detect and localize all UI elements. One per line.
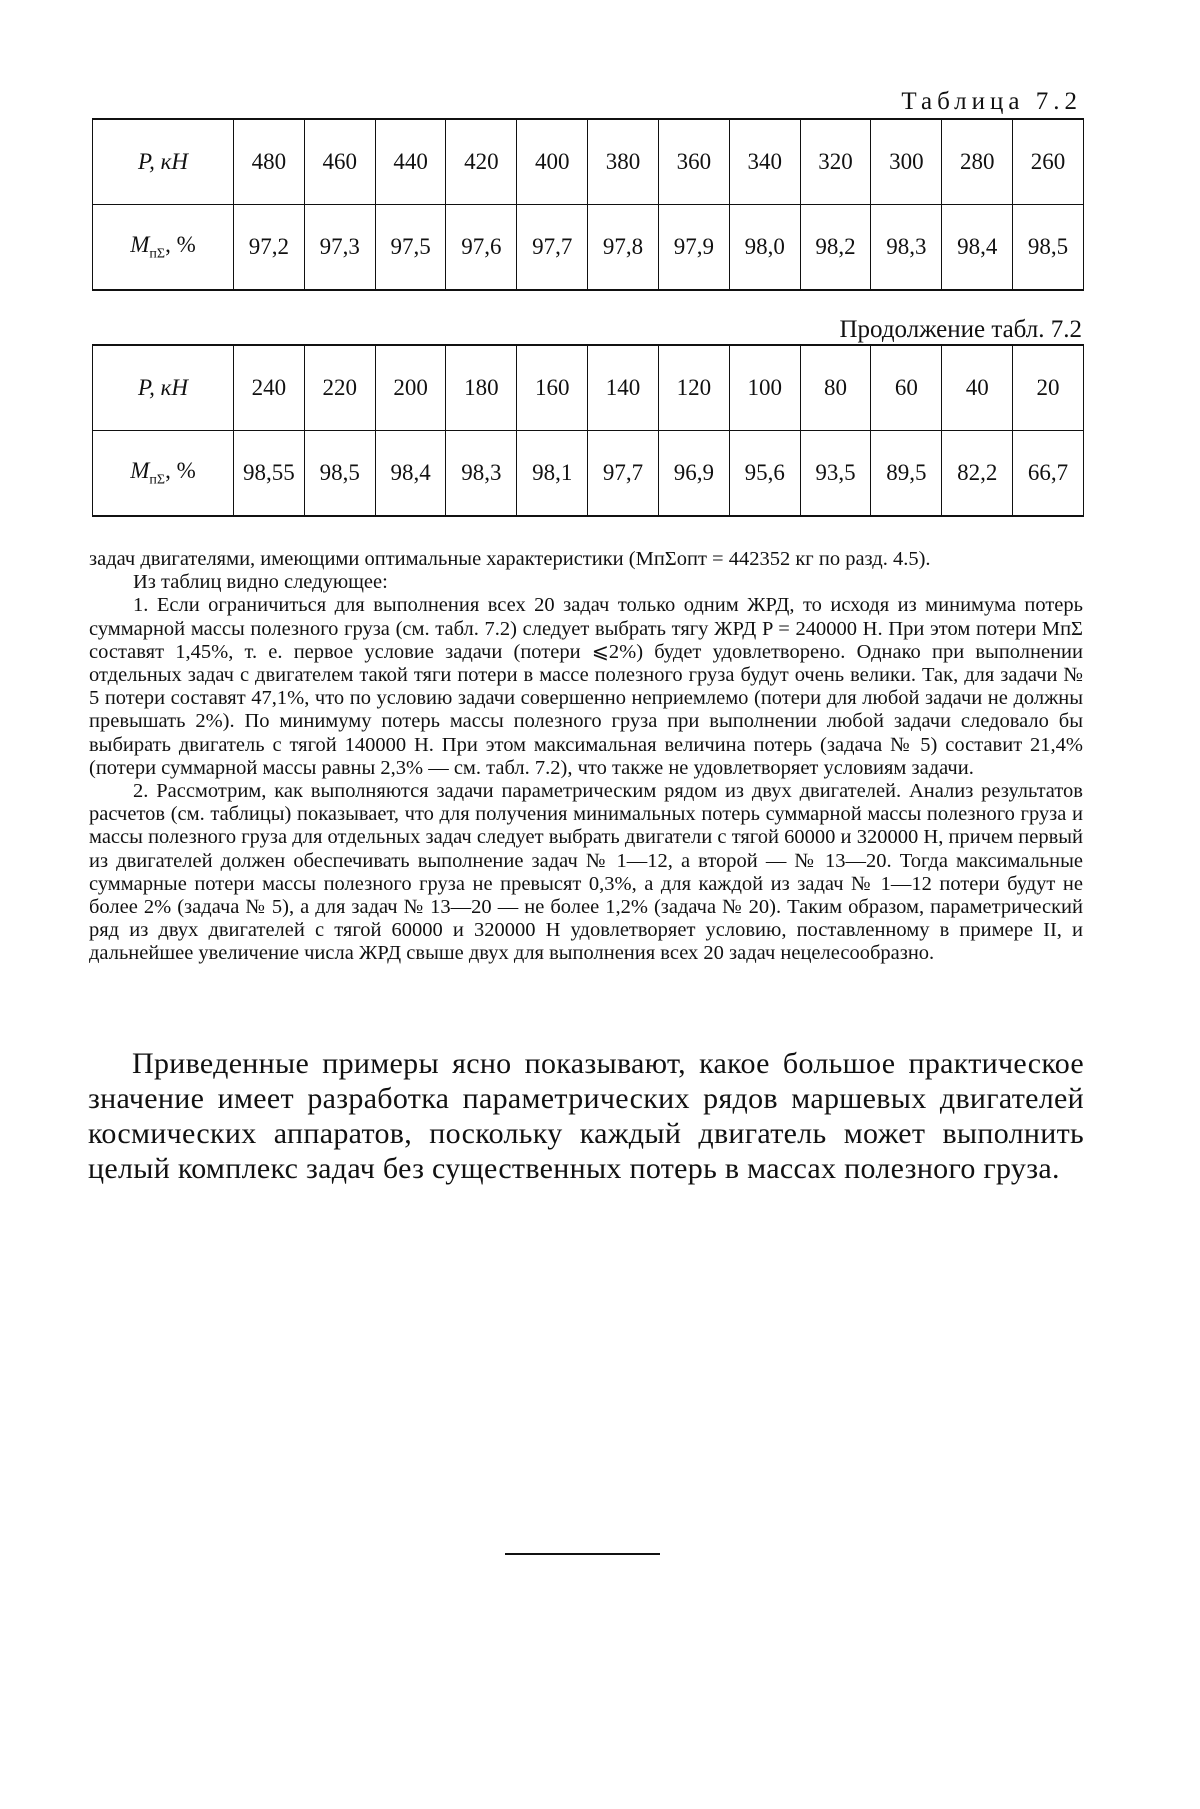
table-caption: Таблица 7.2: [901, 88, 1082, 115]
paragraph: Из таблиц видно следующее:: [133, 571, 388, 594]
table-cell: 40: [942, 345, 1013, 431]
table-cell: 82,2: [942, 431, 1013, 517]
thrust-table-2: [92, 344, 1084, 517]
table-cell: 97,7: [517, 205, 588, 291]
table-cell: 97,8: [588, 205, 659, 291]
table-cell: 320: [800, 119, 871, 205]
table-cell: 66,7: [1013, 431, 1084, 517]
table-continuation-caption: Продолжение табл. 7.2: [839, 316, 1082, 343]
section-end-rule: [505, 1553, 660, 1555]
table-cell: 98,3: [446, 431, 517, 517]
table-cell: 140: [588, 345, 659, 431]
table-row-thrust: [93, 119, 1084, 205]
table-cell: 98,4: [942, 205, 1013, 291]
table-cell: 96,9: [658, 431, 729, 517]
table-cell: 480: [234, 119, 305, 205]
body-text: [89, 548, 1083, 966]
table-cell: 160: [517, 345, 588, 431]
table-cell: 98,4: [375, 431, 446, 517]
table-cell: 300: [871, 119, 942, 205]
table-cell: 95,6: [729, 431, 800, 517]
table-cell: 80: [800, 345, 871, 431]
table-cell: 97,9: [658, 205, 729, 291]
table-cell: 60: [871, 345, 942, 431]
table-cell: 93,5: [800, 431, 871, 517]
table-cell: 97,3: [304, 205, 375, 291]
table-cell: 220: [304, 345, 375, 431]
table-cell: 98,1: [517, 431, 588, 517]
conclusion-paragraph: Приведенные примеры ясно показывают, какое большое практическое значение имеет разработка параметрических рядов маршевых двигателей космических аппаратов, поскольку каждый двигатель может выполнить целый комплекс задач без существенных потерь в массах полезного груза.: [88, 1047, 1084, 1185]
table-cell: 120: [658, 345, 729, 431]
paragraph: 1. Если ограничиться для выполнения всех 20 задач только одним ЖРД, то исходя из минимума потерь суммарной массы полезного груза (см. табл. 7.2) следует выбрать тягу ЖРД P = 240000 Н. При этом потери МпΣ составят 1,45%, т. е. первое условие задачи (потери ⩽2%) будет удовлетворено. Однако при выполнении отдельных задач с двигателем такой тяги потери в массе полезного груза будут очень велики. Так, для задачи № 5 потери составят 47,1%, что по условию задачи совершенно неприемлемо (потери для любой задачи не должны превышать 2%). По минимуму потерь массы полезного груза при выполнении любой задачи следовало бы выбирать двигатель с тягой 140000 Н. При этом максимальная величина потерь (задача № 5) составит 21,4% (потери суммарной массы равны 2,3% — см. табл. 7.2), что также не удовлетворяет условиям задачи.: [89, 594, 1083, 779]
row-label-thrust: P, кН: [93, 119, 234, 205]
paragraph: 2. Рассмотрим, как выполняются задачи параметрическим рядом из двух двигателей. Анализ результатов расчетов (см. таблицы) показывает, что для получения минимальных потерь суммарной массы полезного груза и массы полезного груза для отдельных задач следует выбрать двигатели с тягой 60000 и 320000 Н, причем первый из двигателей должен обеспечивать выполнение задач № 1—12, а второй — № 13—20. Тогда максимальные суммарные потери массы полезного груза не превысят 0,3%, а для каждой из задач № 1—12 потери будут не более 2% (задача № 5), а для задач № 13—20 — не более 1,2% (задача № 20). Таким образом, параметрический ряд из двух двигателей с тягой 60000 и 320000 Н удовлетворяет условию, поставленному в примере II, и дальнейшее увеличение числа ЖРД свыше двух для выполнения всех 20 задач нецелесообразно.: [89, 780, 1083, 965]
row-label-mass-loss: $М_{п\Sigma}$, %: [93, 205, 234, 291]
table-cell: 400: [517, 119, 588, 205]
table-cell: 200: [375, 345, 446, 431]
table-cell: 380: [588, 119, 659, 205]
table-cell: 460: [304, 119, 375, 205]
table-cell: 180: [446, 345, 517, 431]
table-cell: 98,2: [800, 205, 871, 291]
table-cell: 98,3: [871, 205, 942, 291]
table-cell: 260: [1013, 119, 1084, 205]
row-label-thrust: P, кН: [93, 345, 234, 431]
table-cell: 98,5: [304, 431, 375, 517]
table-cell: 420: [446, 119, 517, 205]
table-cell: 98,0: [729, 205, 800, 291]
table-row-mass-loss: [93, 431, 1084, 517]
table-cell: 340: [729, 119, 800, 205]
table-row-mass-loss: [93, 205, 1084, 291]
table-row-thrust: [93, 345, 1084, 431]
table-cell: 98,5: [1013, 205, 1084, 291]
table-cell: 97,6: [446, 205, 517, 291]
table-cell: 440: [375, 119, 446, 205]
paragraph: задач двигателями, имеющими оптимальные характеристики (МпΣопт = 442352 кг по разд. 4.5).: [89, 548, 931, 570]
table-cell: 97,2: [234, 205, 305, 291]
table-cell: 100: [729, 345, 800, 431]
table-cell: 97,7: [588, 431, 659, 517]
table-cell: 89,5: [871, 431, 942, 517]
table-cell: 360: [658, 119, 729, 205]
table-cell: 280: [942, 119, 1013, 205]
table-cell: 97,5: [375, 205, 446, 291]
row-label-mass-loss: $М_{п\Sigma}$, %: [93, 431, 234, 517]
table-cell: 98,55: [234, 431, 305, 517]
table-cell: 240: [234, 345, 305, 431]
table-cell: 20: [1013, 345, 1084, 431]
thrust-table-1: [92, 118, 1084, 291]
